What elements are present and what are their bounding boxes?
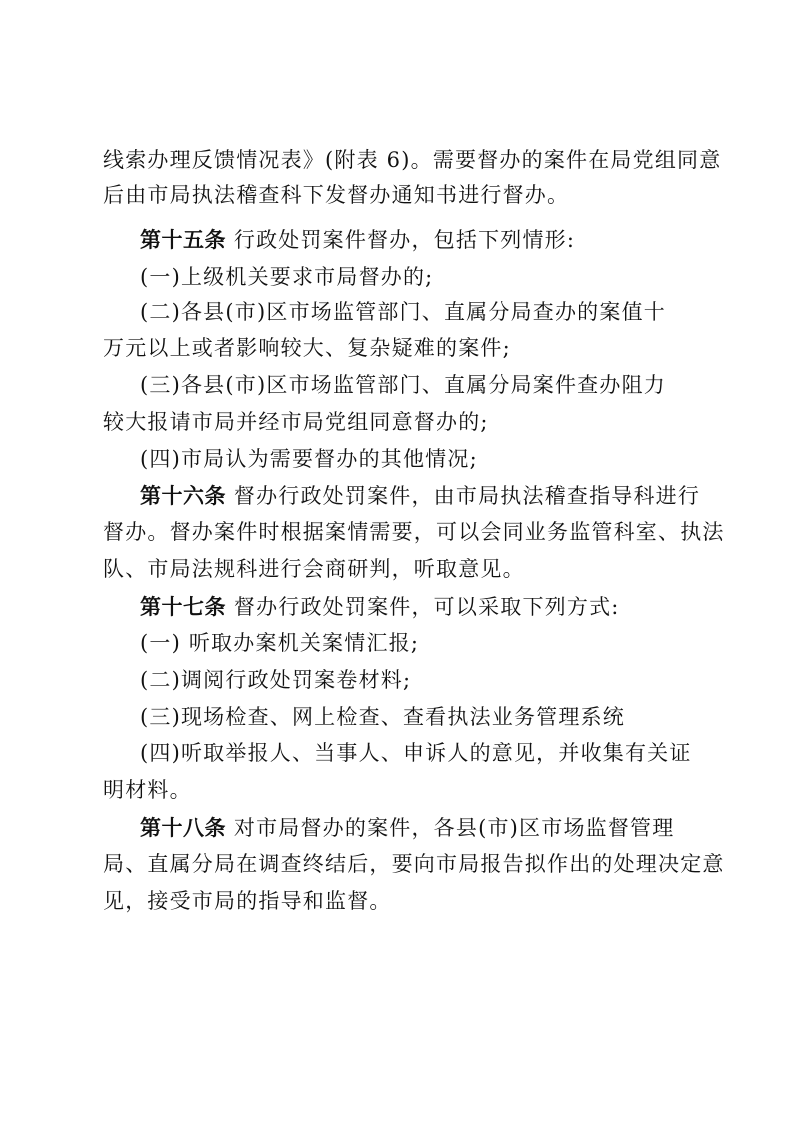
text: 行政处罚案件督办，包括下列情形: [226, 228, 576, 252]
list-item [0, 628, 793, 658]
list-item [0, 370, 793, 400]
paragraph-line [0, 849, 793, 879]
text: 较大报请市局并经市局党组同意督办的; [103, 410, 489, 434]
text: 后由市局执法稽查科下发督办通知书进行督办。 [103, 183, 570, 207]
article-heading: 第十七条 [140, 595, 226, 619]
article-17 [0, 592, 793, 622]
text: (二)各县(市)区市场监管部门、直属分局查办的案值十 [140, 300, 666, 324]
article-16 [0, 481, 793, 511]
text: 队、市局法规科进行会商研判，听取意见。 [103, 557, 525, 581]
text: 督办行政处罚案件，由市局执法稽查指导科进行 [226, 484, 701, 508]
text: (四)听取举报人、当事人、申诉人的意见，并收集有关证 [140, 741, 692, 765]
article-15 [0, 225, 793, 255]
list-item [0, 738, 793, 768]
text: 万元以上或者影响较大、复杂疑难的案件; [103, 336, 511, 360]
list-item [0, 702, 793, 732]
paragraph-line [0, 775, 793, 805]
paragraph-line [0, 407, 793, 437]
list-item [0, 262, 793, 292]
text: 局、直属分局在调查终结后，要向市局报告拟作出的处理决定意 [103, 852, 725, 876]
text: (一)上级机关要求市局督办的; [140, 265, 434, 289]
paragraph-line [0, 554, 793, 584]
text: 对市局督办的案件，各县(市)区市场监督管理 [226, 816, 675, 840]
paragraph-line [0, 180, 793, 210]
text: (一) 听取办案机关案情汇报; [140, 631, 420, 655]
list-item [0, 665, 793, 695]
text: 督办行政处罚案件，可以采取下列方式: [226, 595, 620, 619]
article-heading: 第十六条 [140, 484, 226, 508]
text: (三)各县(市)区市场监管部门、直属分局案件查办阻力 [140, 373, 666, 397]
text: (三)现场检查、网上检查、查看执法业务管理系统 [140, 705, 625, 729]
paragraph-line [0, 517, 793, 547]
text: (四)市局认为需要督办的其他情况; [140, 447, 478, 471]
text: 督办。督办案件时根据案情需要，可以会同业务监管科室、执法 [103, 520, 725, 544]
paragraph-line [0, 145, 793, 175]
list-item [0, 297, 793, 327]
article-heading: 第十五条 [140, 228, 226, 252]
text: 见，接受市局的指导和监督。 [103, 889, 392, 913]
text: (二)调阅行政处罚案卷材料; [140, 668, 412, 692]
text: 明材料。 [103, 778, 192, 802]
text: 线索办理反馈情况表》(附表 6)。需要督办的案件在局党组同意 [103, 148, 722, 172]
article-heading: 第十八条 [140, 816, 226, 840]
paragraph-line [0, 886, 793, 916]
paragraph-line [0, 333, 793, 363]
article-18 [0, 813, 793, 843]
list-item [0, 444, 793, 474]
